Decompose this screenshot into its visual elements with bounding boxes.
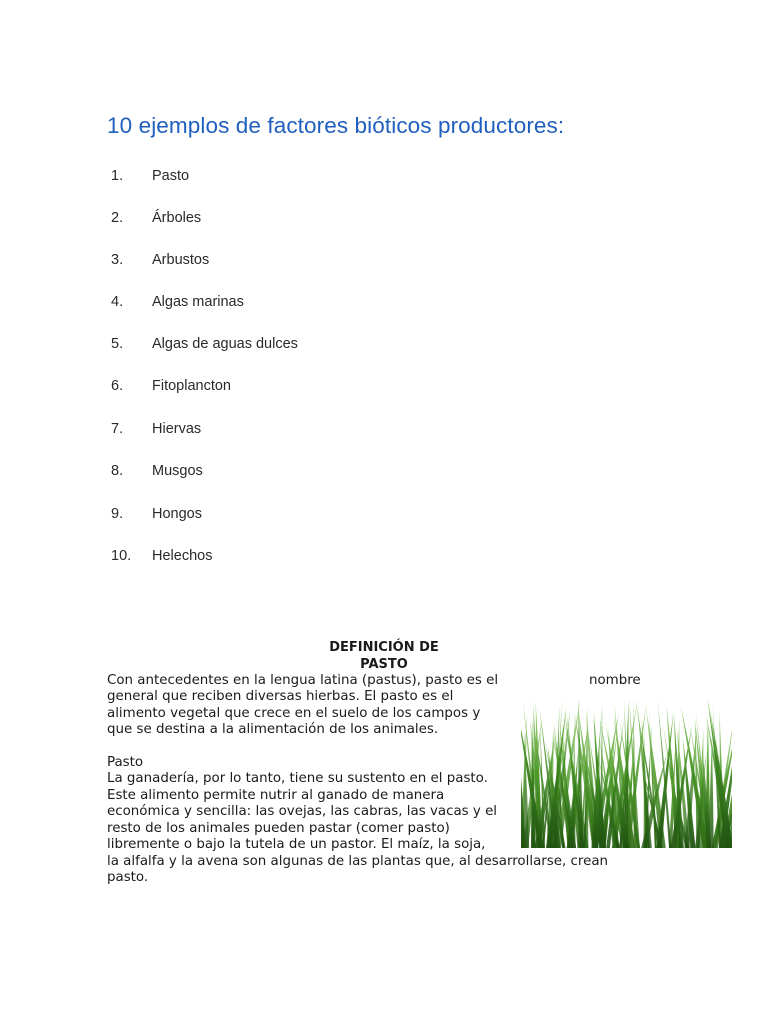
list-number: 9.	[111, 506, 124, 522]
paragraph-line: resto de los animales pueden pastar (comer pasto)	[107, 821, 450, 836]
definition-title-line: DEFINICIÓN DE	[329, 640, 439, 655]
paragraph-line: pasto.	[107, 870, 149, 885]
list-number: 5.	[111, 336, 124, 352]
paragraph-line: la alfalfa y la avena son algunas de las plantas que, al desarrollarse, crean	[107, 854, 609, 869]
list-item	[0, 378, 400, 398]
list-text: Fitoplancton	[152, 378, 231, 394]
list-number: 2.	[111, 210, 124, 226]
list-number: 10.	[111, 548, 132, 564]
paragraph-line: que se destina a la alimentación de los animales.	[107, 722, 439, 737]
list-item	[0, 168, 400, 188]
list-text: Árboles	[152, 210, 202, 226]
list-item	[0, 294, 400, 314]
page-title: 10 ejemplos de factores bióticos productores:	[107, 113, 565, 138]
paragraph-line: La ganadería, por lo tanto, tiene su sustento en el pasto.	[107, 771, 488, 786]
grass-image	[521, 694, 732, 848]
list-text: Algas marinas	[152, 294, 244, 310]
list-item	[0, 421, 400, 441]
definition-title-line: PASTO	[360, 656, 408, 672]
paragraph-line: Con antecedentes en la lengua latina (pastus), pasto es el	[107, 673, 499, 688]
list-text: Arbustos	[152, 252, 210, 268]
paragraph-line: nombre	[589, 673, 641, 688]
list-number: 1.	[111, 168, 124, 184]
list-text: Helechos	[152, 548, 213, 564]
paragraph-line: Este alimento permite nutrir al ganado de manera	[107, 788, 445, 803]
paragraph-line: libremente o bajo la tutela de un pastor. El maíz, la soja,	[107, 837, 486, 852]
list-number: 7.	[111, 421, 124, 437]
list-item	[0, 252, 400, 272]
list-number: 8.	[111, 463, 124, 479]
list-text: Musgos	[152, 463, 203, 479]
paragraph-line: alimento vegetal que crece en el suelo de los campos y	[107, 706, 481, 721]
list-text: Hongos	[152, 506, 202, 522]
list-number: 6.	[111, 378, 124, 394]
paragraph-line: general que reciben diversas hierbas. El pasto es el	[107, 689, 454, 704]
list-item	[0, 463, 400, 483]
paragraph-line: económica y sencilla: las ovejas, las cabras, las vacas y el	[107, 804, 498, 819]
list-number: 4.	[111, 294, 124, 310]
paragraph-line: Pasto	[107, 755, 144, 770]
definition-title	[284, 640, 484, 673]
list-text: Pasto	[152, 168, 190, 184]
list-number: 3.	[111, 252, 124, 268]
list-item	[0, 506, 400, 526]
list-item	[0, 336, 400, 356]
list-text: Hiervas	[152, 421, 202, 437]
list-item	[0, 548, 400, 568]
list-item	[0, 210, 400, 230]
list-text: Algas de aguas dulces	[152, 336, 298, 352]
